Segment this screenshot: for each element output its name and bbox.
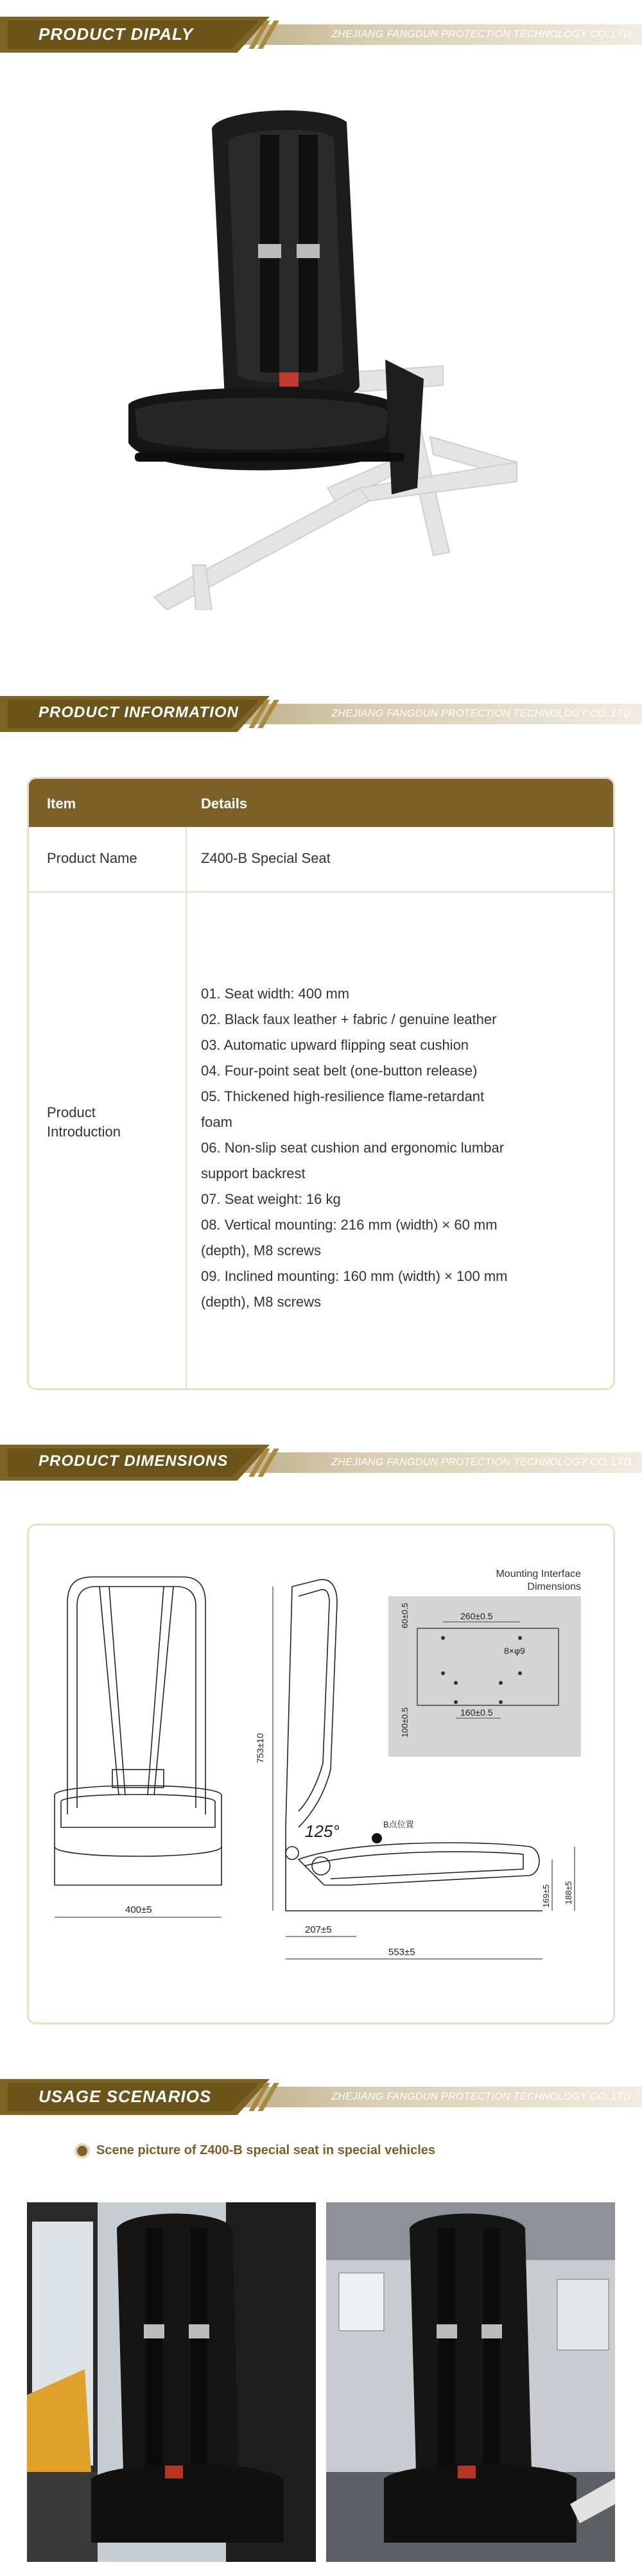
scene-caption: Scene picture of Z400-B special seat in special vehicles — [96, 2143, 436, 2157]
company-name: ZHEJIANG FANGDUN PROTECTION TECHNOLOGY CO.,LTD. — [331, 708, 634, 719]
column-divider — [186, 827, 187, 1390]
intro-line: 09. Inclined mounting: 160 mm (width) × 100 mm — [201, 1268, 508, 1284]
dim-holes: 8×φ9 — [504, 1646, 525, 1656]
table-header — [29, 779, 613, 827]
dim-60: 60±0.5 — [400, 1603, 410, 1628]
section-title: USAGE SCENARIOS — [39, 2087, 212, 2106]
intro-line: 08. Vertical mounting: 216 mm (width) × 60 mm — [201, 1217, 498, 1233]
intro-line: 02. Black faux leather + fabric / genuine leather — [201, 1011, 497, 1027]
dim-160: 160±0.5 — [460, 1707, 493, 1718]
angle-label: 125° — [305, 1822, 340, 1841]
banner-stripe — [212, 704, 642, 724]
scene-photo-excavator — [27, 2202, 316, 2562]
intro-line: 07. Seat weight: 16 kg — [201, 1191, 341, 1207]
header-item: Item — [47, 796, 76, 812]
row2-item-line2: Introduction — [47, 1124, 121, 1140]
intro-line: 03. Automatic upward flipping seat cushion — [201, 1037, 469, 1053]
intro-line: 01. Seat width: 400 mm — [201, 986, 350, 1002]
section-title: PRODUCT DIPALY — [39, 24, 194, 44]
note-label: B点位置 — [383, 1820, 414, 1829]
section-title: PRODUCT INFORMATION — [39, 704, 239, 721]
banner-stripe — [212, 24, 642, 45]
intro-line: foam — [201, 1114, 232, 1130]
dim-188: 188±5 — [564, 1881, 573, 1904]
mount-subtitle: Dimensions — [527, 1581, 581, 1592]
dim-553: 553±5 — [388, 1947, 415, 1958]
row-divider — [29, 891, 613, 892]
company-name: ZHEJIANG FANGDUN PROTECTION TECHNOLOGY CO.,LTD. — [331, 29, 634, 40]
section-banner-information — [0, 696, 642, 732]
intro-line: 04. Four-point seat belt (one-button release) — [201, 1063, 478, 1079]
section-banner-usage — [0, 2079, 642, 2115]
intro-line: 06. Non-slip seat cushion and ergonomic lumbar — [201, 1140, 505, 1156]
intro-list — [201, 981, 599, 1315]
dim-207: 207±5 — [305, 1924, 332, 1935]
dim-169: 169±5 — [541, 1884, 551, 1908]
header-details: Details — [201, 796, 248, 812]
dim-100: 100±0.5 — [400, 1707, 410, 1737]
intro-line: 05. Thickened high-resilience flame-retardant — [201, 1088, 485, 1104]
technical-drawing — [29, 1526, 613, 2023]
section-title: PRODUCT DIMENSIONS — [39, 1452, 229, 1470]
scene-photo-vehicle — [326, 2202, 615, 2562]
bullet-icon — [74, 2143, 90, 2159]
product-info-table — [27, 777, 615, 1390]
dim-753: 753±10 — [255, 1733, 265, 1763]
banner-stripe — [212, 2087, 642, 2107]
front-view — [55, 1577, 221, 1885]
row2-item-line1: Product — [47, 1104, 96, 1120]
intro-line: (depth), M8 screws — [201, 1242, 322, 1258]
row1-detail: Z400-B Special Seat — [201, 850, 331, 866]
banner-stripe — [212, 1452, 642, 1473]
dim-400: 400±5 — [125, 1904, 152, 1915]
section-banner-display — [0, 17, 642, 53]
section-banner-dimensions — [0, 1445, 642, 1481]
mount-title: Mounting Interface — [496, 1569, 581, 1580]
company-name: ZHEJIANG FANGDUN PROTECTION TECHNOLOGY CO.,LTD. — [331, 1457, 634, 1468]
company-name: ZHEJIANG FANGDUN PROTECTION TECHNOLOGY CO.,LTD. — [331, 2091, 634, 2102]
row1-item: Product Name — [47, 850, 137, 866]
intro-line: support backrest — [201, 1165, 306, 1181]
intro-line: (depth), M8 screws — [201, 1294, 322, 1310]
dimension-drawing-box — [27, 1524, 615, 2024]
dim-260: 260±0.5 — [460, 1611, 493, 1621]
product-photo — [116, 103, 526, 610]
